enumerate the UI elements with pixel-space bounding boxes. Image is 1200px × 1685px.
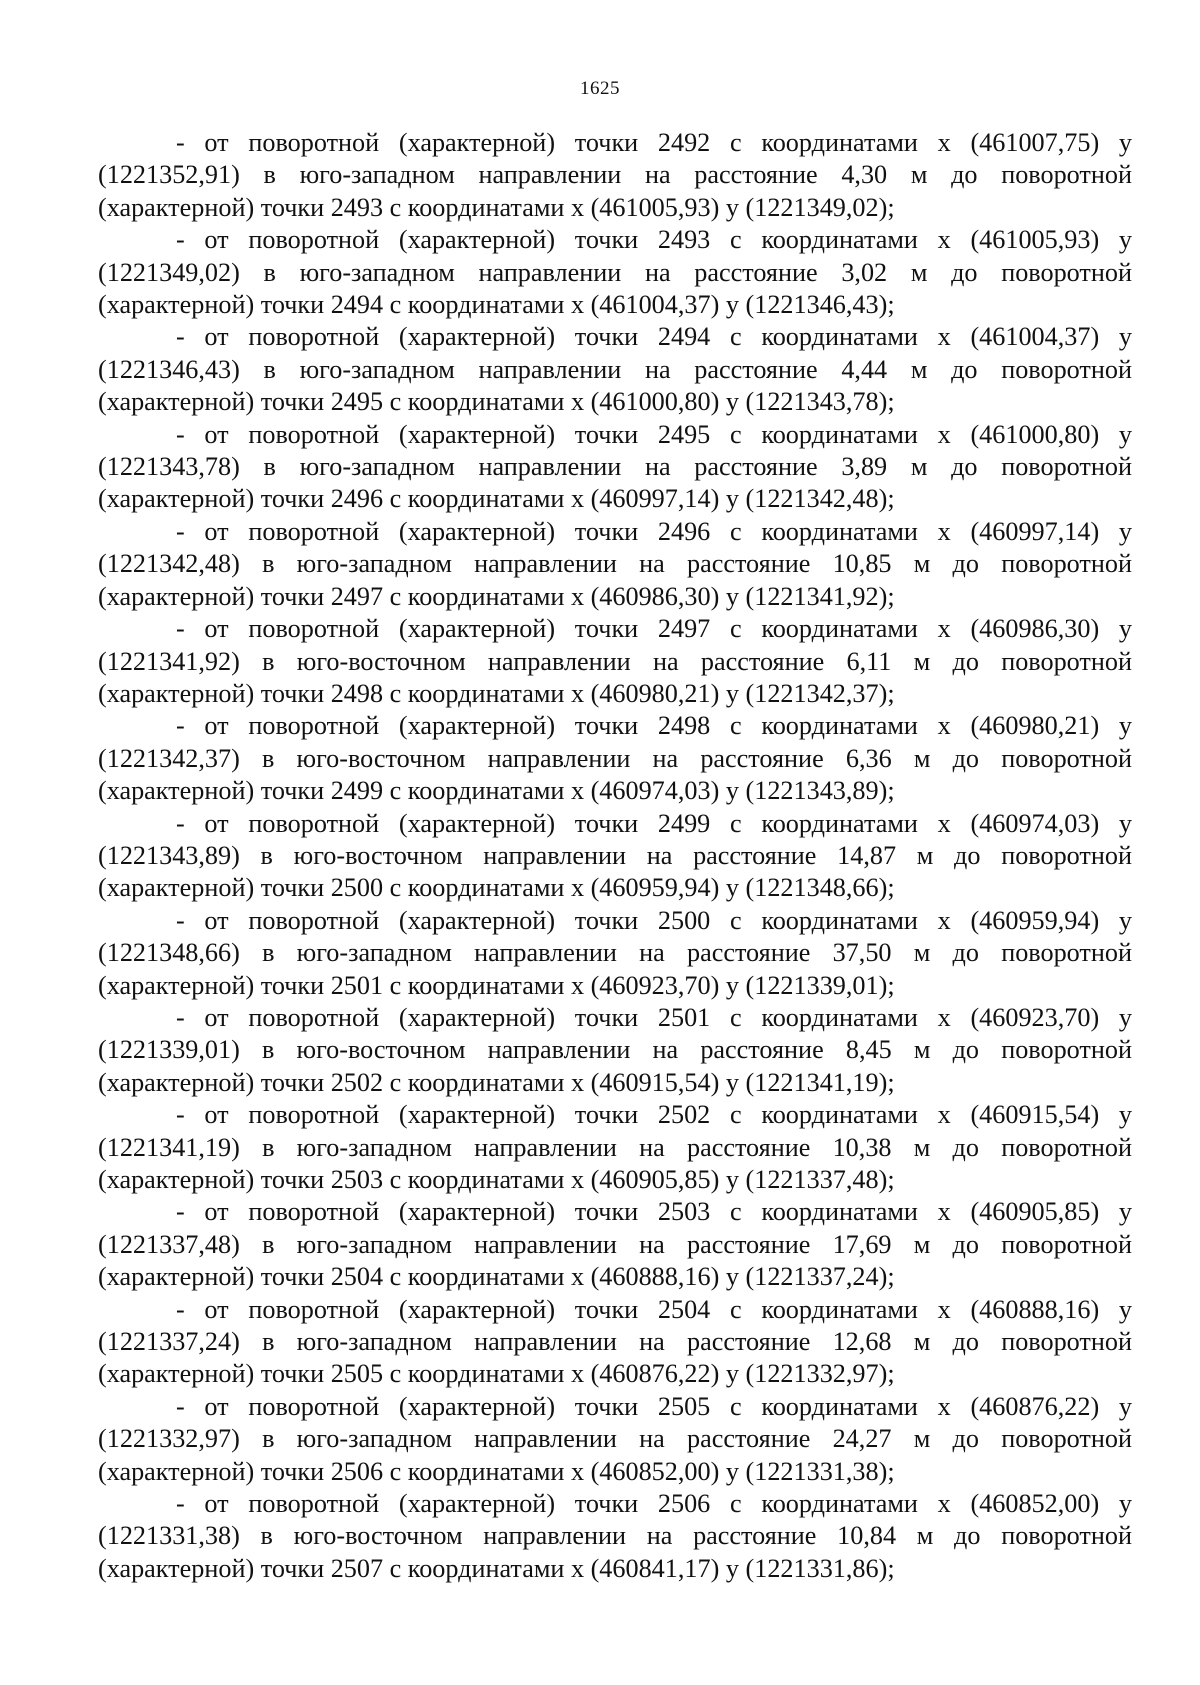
boundary-segment-paragraph: - от поворотной (характерной) точки 2495 с координатами х (461000,80) у (1221343,78) в юго-западном направлении на расстояние 3,89 м до поворотной (характерной) точки 2496 с координатами х (460997,14) у (1221342,48); [98,419,1132,514]
boundary-segment-paragraph: - от поворотной (характерной) точки 2492 с координатами х (461007,75) у (1221352,91) в юго-западном направлении на расстояние 4,30 м до поворотной (характерной) точки 2493 с координатами х (461005,93) у (1221349,02); [98,128,1132,222]
boundary-segment-paragraph: - от поворотной (характерной) точки 2502 с координатами х (460915,54) у (1221341,19) в юго-западном направлении на расстояние 10,38 м до поворотной (характерной) точки 2503 с координатами х (460905,85) у (1221337,48); [98,1100,1132,1194]
boundary-segment-paragraph: - от поворотной (характерной) точки 2501 с координатами х (460923,70) у (1221339,01) в юго-восточном направлении на расстояние 8,45 м до поворотной (характерной) точки 2502 с координатами х (460915,54) у (1221341,19); [98,1002,1132,1097]
boundary-segment-paragraph: - от поворотной (характерной) точки 2497 с координатами х (460986,30) у (1221341,92) в юго-восточном направлении на расстояние 6,11 м до поворотной (характерной) точки 2498 с координатами х (460980,21) у (1221342,37); [98,614,1132,708]
boundary-segment-paragraph: - от поворотной (характерной) точки 2500 с координатами х (460959,94) у (1221348,66) в юго-западном направлении на расстояние 37,50 м до поворотной (характерной) точки 2501 с координатами х (460923,70) у (1221339,01); [98,905,1132,1000]
boundary-segment-paragraph: - от поворотной (характерной) точки 2499 с координатами х (460974,03) у (1221343,89) в юго-восточном направлении на расстояние 14,87 м до поворотной (характерной) точки 2500 с координатами х (460959,94) у (1221348,66); [98,808,1132,903]
boundary-segment-paragraph: - от поворотной (характерной) точки 2494 с координатами х (461004,37) у (1221346,43) в юго-западном направлении на расстояние 4,44 м до поворотной (характерной) точки 2495 с координатами х (461000,80) у (1221343,78); [98,322,1132,417]
boundary-segment-paragraph: - от поворотной (характерной) точки 2503 с координатами х (460905,85) у (1221337,48) в юго-западном направлении на расстояние 17,69 м до поворотной (характерной) точки 2504 с координатами х (460888,16) у (1221337,24); [98,1197,1132,1292]
page-number: 1625 [580,78,620,99]
boundary-segment-paragraph: - от поворотной (характерной) точки 2504 с координатами х (460888,16) у (1221337,24) в юго-западном направлении на расстояние 12,68 м до поворотной (характерной) точки 2505 с координатами х (460876,22) у (1221332,97); [98,1294,1132,1389]
boundary-segment-paragraph: - от поворотной (характерной) точки 2493 с координатами х (461005,93) у (1221349,02) в юго-западном направлении на расстояние 3,02 м до поворотной (характерной) точки 2494 с координатами х (461004,37) у (1221346,43); [98,225,1132,320]
boundary-segment-paragraph: - от поворотной (характерной) точки 2506 с координатами х (460852,00) у (1221331,38) в юго-восточном направлении на расстояние 10,84 м до поворотной (характерной) точки 2507 с координатами х (460841,17) у (1221331,86); [98,1489,1132,1583]
boundary-segment-paragraph: - от поворотной (характерной) точки 2496 с координатами х (460997,14) у (1221342,48) в юго-западном направлении на расстояние 10,85 м до поворотной (характерной) точки 2497 с координатами х (460986,30) у (1221341,92); [98,516,1132,611]
document-body [98,127,1132,1585]
boundary-segment-paragraph: - от поворотной (характерной) точки 2498 с координатами х (460980,21) у (1221342,37) в юго-восточном направлении на расстояние 6,36 м до поворотной (характерной) точки 2499 с координатами х (460974,03) у (1221343,89); [98,711,1132,806]
boundary-segment-paragraph: - от поворотной (характерной) точки 2505 с координатами х (460876,22) у (1221332,97) в юго-западном направлении на расстояние 24,27 м до поворотной (характерной) точки 2506 с координатами х (460852,00) у (1221331,38); [98,1391,1132,1486]
